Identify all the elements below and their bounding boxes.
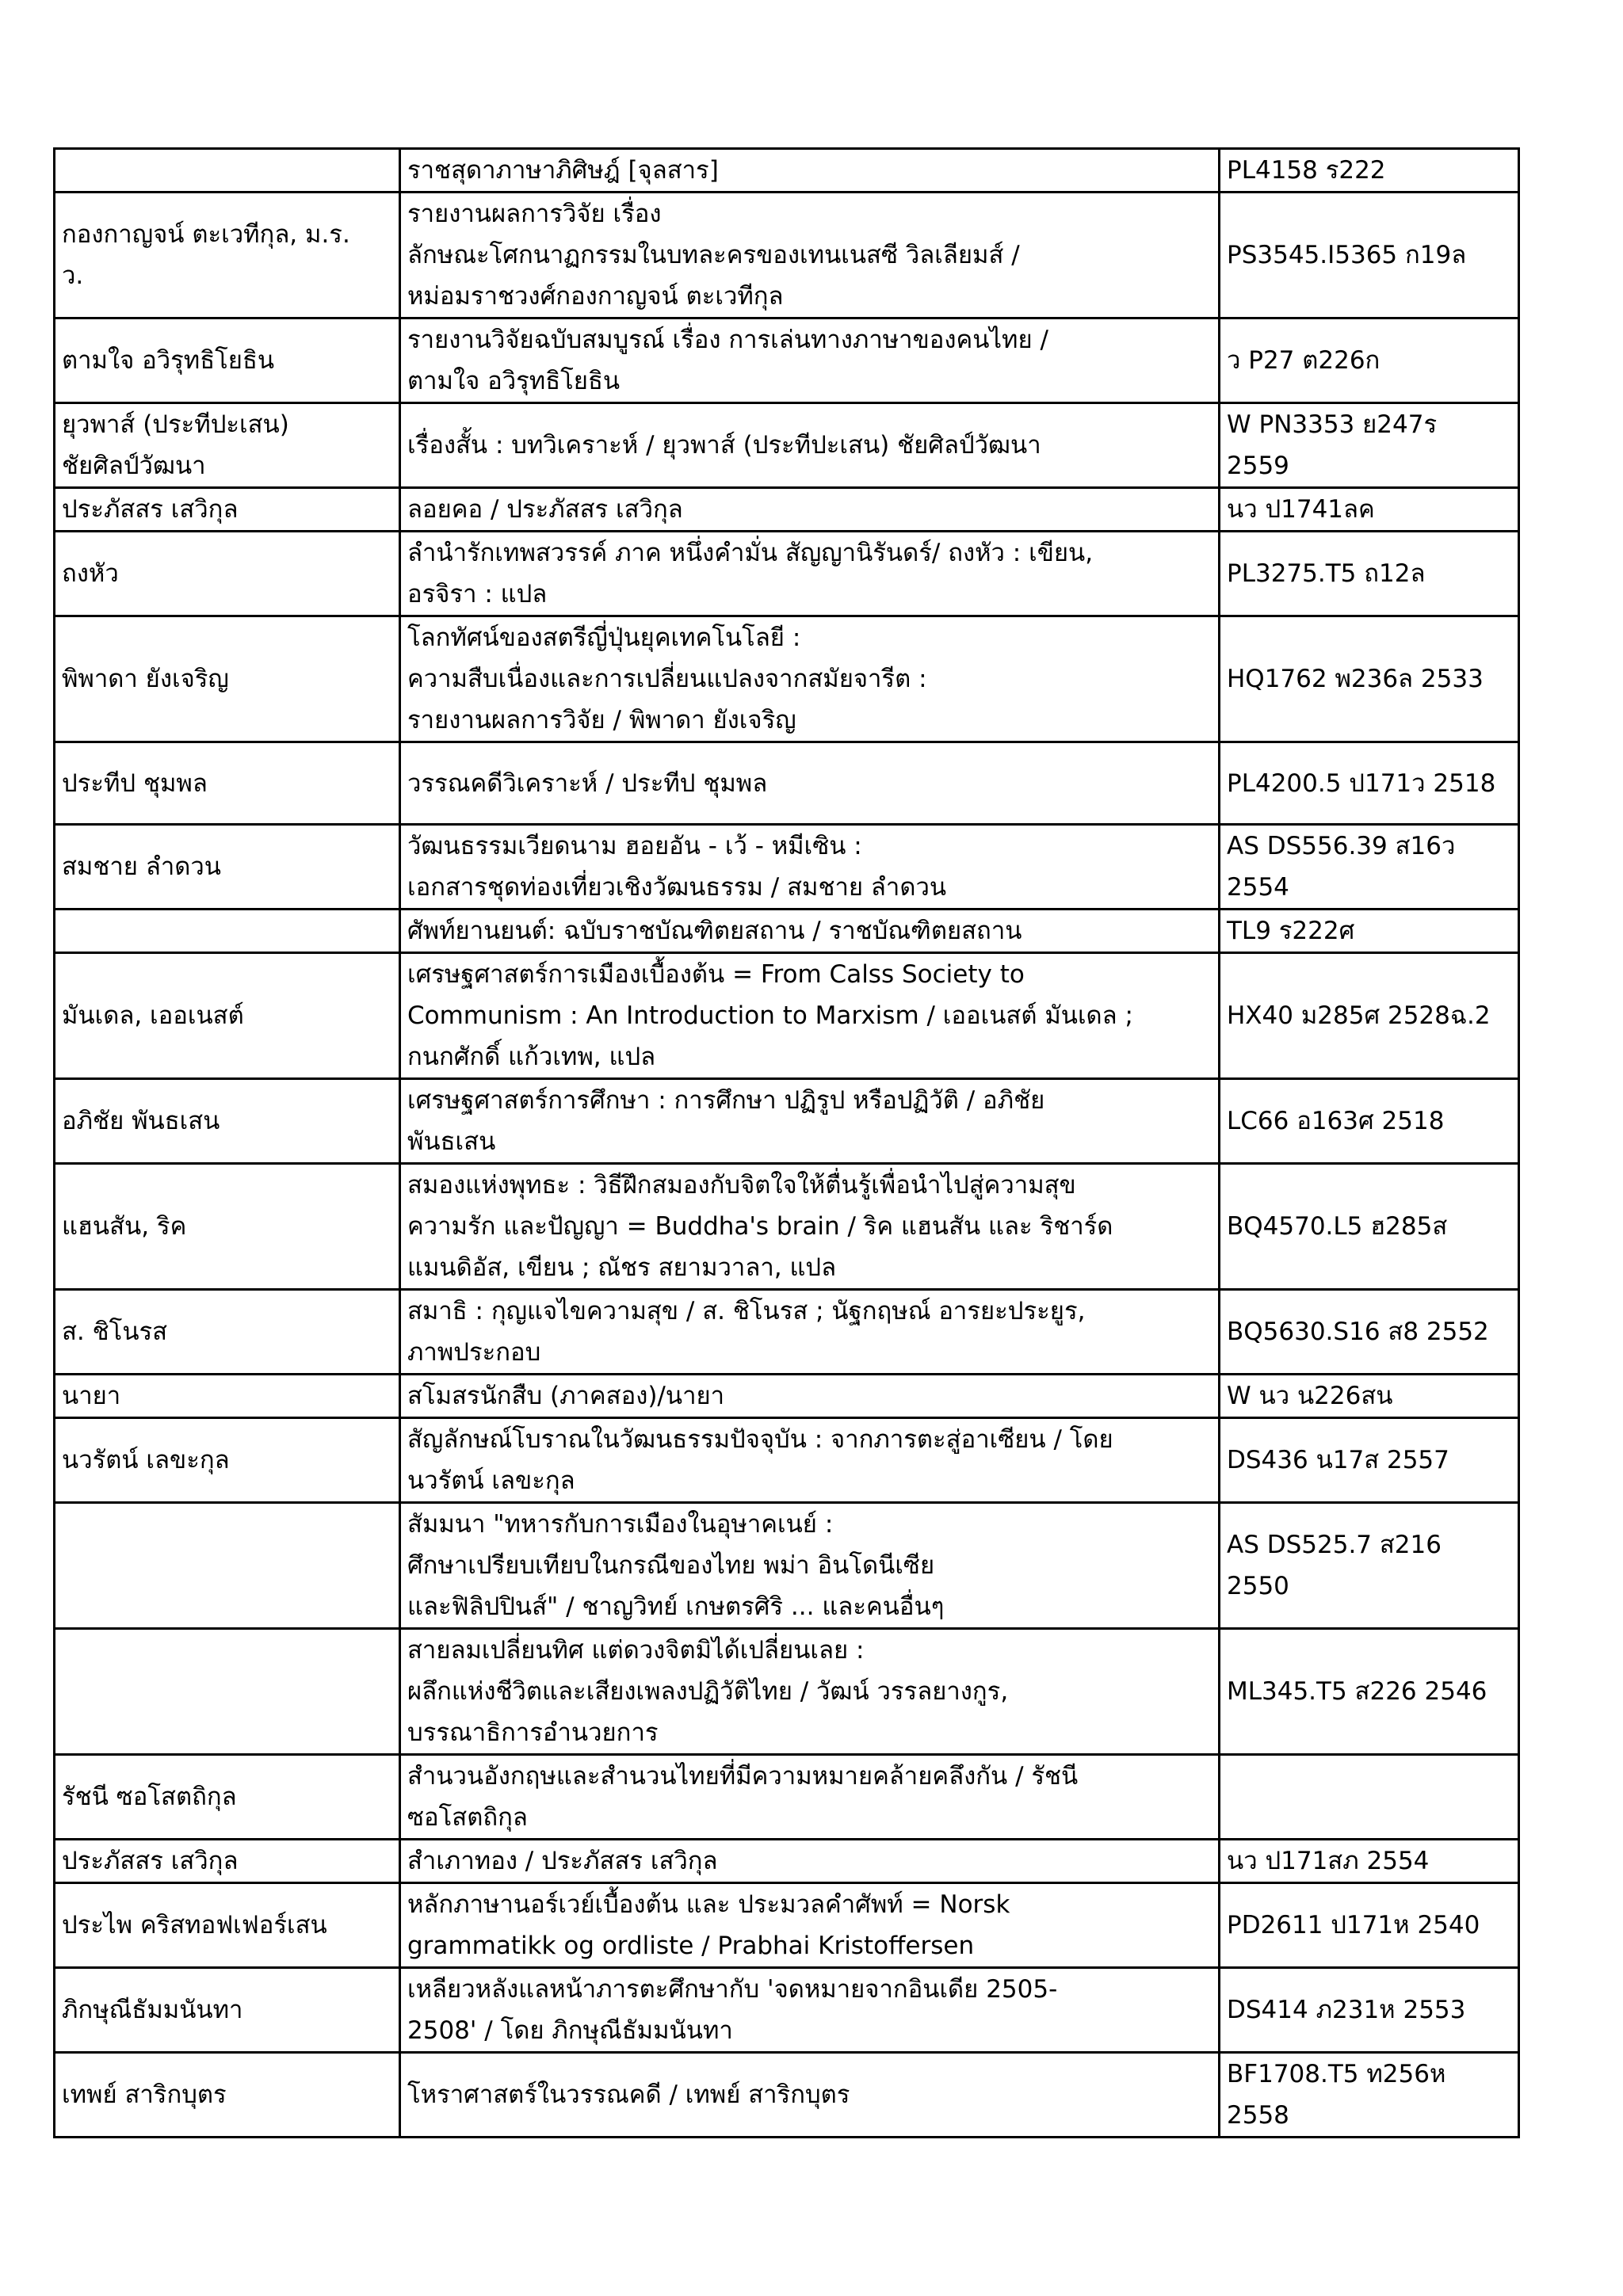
call-number-cell: BQ5630.S16 ส8 2552: [1220, 1290, 1519, 1375]
title-cell: รายงานผลการวิจัย เรื่อง ลักษณะโศกนาฏกรรมในบทละครของเทนเนสซี วิลเลียมส์ / หม่อมราชวงศ์กองกาญจน์ ตะเวทีกุล: [400, 193, 1220, 318]
table-row: [55, 616, 1519, 742]
table-row: [55, 1840, 1519, 1883]
table-row: [55, 1290, 1519, 1375]
author-cell: เทพย์ สาริกบุตร: [55, 2053, 400, 2138]
call-number-cell: AS DS525.7 ส216 2550: [1220, 1503, 1519, 1629]
title-cell: โหราศาสตร์ในวรรณคดี / เทพย์ สาริกบุตร: [400, 2053, 1220, 2138]
call-number-cell: HX40 ม285ศ 2528ฉ.2: [1220, 953, 1519, 1079]
call-number-cell: ML345.T5 ส226 2546: [1220, 1629, 1519, 1755]
call-number-cell: HQ1762 พ236ล 2533: [1220, 616, 1519, 742]
catalog-table: [53, 147, 1520, 2138]
title-cell: เศรษฐศาสตร์การเมืองเบื้องต้น = From Calss Society to Communism : An Introduction to Marxism / เออเนสต์ มันเดล ; กนกศักดิ์ แก้วเทพ, แปล: [400, 953, 1220, 1079]
title-cell: วรรณคดีวิเคราะห์ / ประทีป ชุมพล: [400, 742, 1220, 825]
title-cell: สัญลักษณ์โบราณในวัฒนธรรมปัจจุบัน : จากภารตะสู่อาเซียน / โดย นวรัตน์ เลขะกุล: [400, 1418, 1220, 1503]
call-number-cell: PL4158 ร222: [1220, 149, 1519, 193]
call-number-cell: PL4200.5 ป171ว 2518: [1220, 742, 1519, 825]
title-cell: ศัพท์ยานยนต์: ฉบับราชบัณฑิตยสถาน / ราชบัณฑิตยสถาน: [400, 910, 1220, 953]
table-row: [55, 1629, 1519, 1755]
author-cell: มันเดล, เออเนสต์: [55, 953, 400, 1079]
title-cell: โลกทัศน์ของสตรีญี่ปุ่นยุคเทคโนโลยี : ความสืบเนื่องและการเปลี่ยนแปลงจากสมัยจารีต : รายงานผลการวิจัย / พิพาดา ยังเจริญ: [400, 616, 1220, 742]
table-row: [55, 1375, 1519, 1418]
title-cell: รายงานวิจัยฉบับสมบูรณ์ เรื่อง การเล่นทางภาษาของคนไทย / ตามใจ อวิรุทธิโยธิน: [400, 318, 1220, 403]
call-number-cell: PS3545.I5365 ก19ล: [1220, 193, 1519, 318]
table-row: [55, 953, 1519, 1079]
call-number-cell: W นว น226สน: [1220, 1375, 1519, 1418]
call-number-cell: [1220, 1755, 1519, 1840]
title-cell: สมาธิ : กุญแจไขความสุข / ส. ชิโนรส ; นัฐกฤษณ์ อารยะประยูร, ภาพประกอบ: [400, 1290, 1220, 1375]
author-cell: ประทีป ชุมพล: [55, 742, 400, 825]
table-row: [55, 910, 1519, 953]
table-row: [55, 1503, 1519, 1629]
author-cell: [55, 910, 400, 953]
table-row: [55, 193, 1519, 318]
title-cell: เศรษฐศาสตร์การศึกษา : การศึกษา ปฏิรูป หรือปฏิวัติ / อภิชัย พันธเสน: [400, 1079, 1220, 1164]
table-row: [55, 1079, 1519, 1164]
author-cell: ยุวพาส์ (ประทีปะเสน) ชัยศิลป์วัฒนา: [55, 403, 400, 488]
author-cell: ประภัสสร เสวิกุล: [55, 488, 400, 532]
title-cell: เหลียวหลังแลหน้าภารตะศึกษากับ 'จดหมายจากอินเดีย 2505- 2508' / โดย ภิกษุณีธัมมนันทา: [400, 1968, 1220, 2053]
table-row: [55, 1418, 1519, 1503]
table-row: [55, 1883, 1519, 1968]
table-row: [55, 2053, 1519, 2138]
author-cell: ประภัสสร เสวิกุล: [55, 1840, 400, 1883]
table-row: [55, 1968, 1519, 2053]
title-cell: สำเภาทอง / ประภัสสร เสวิกุล: [400, 1840, 1220, 1883]
title-cell: สมองแห่งพุทธะ : วิธีฝึกสมองกับจิตใจให้ตื่นรู้เพื่อนำไปสู่ความสุข ความรัก และปัญญา = Buddha's brain / ริค แฮนสัน และ ริชาร์ด แมนดิอัส, เขียน ; ณัชร สยามวาลา, แปล: [400, 1164, 1220, 1290]
title-cell: หลักภาษานอร์เวย์เบื้องต้น และ ประมวลคำศัพท์ = Norsk grammatikk og ordliste / Prabhai Kristoffersen: [400, 1883, 1220, 1968]
call-number-cell: BF1708.T5 ท256ห 2558: [1220, 2053, 1519, 2138]
title-cell: เรื่องสั้น : บทวิเคราะห์ / ยุวพาส์ (ประทีปะเสน) ชัยศิลป์วัฒนา: [400, 403, 1220, 488]
title-cell: สำนวนอังกฤษและสำนวนไทยที่มีความหมายคล้ายคลึงกัน / รัชนี ซอโสตถิกุล: [400, 1755, 1220, 1840]
call-number-cell: ว P27 ต226ก: [1220, 318, 1519, 403]
table-row: [55, 742, 1519, 825]
author-cell: [55, 149, 400, 193]
author-cell: ภิกษุณีธัมมนันทา: [55, 1968, 400, 2053]
call-number-cell: PD2611 ป171ห 2540: [1220, 1883, 1519, 1968]
call-number-cell: DS414 ภ231ห 2553: [1220, 1968, 1519, 2053]
author-cell: พิพาดา ยังเจริญ: [55, 616, 400, 742]
title-cell: สัมมนา "ทหารกับการเมืองในอุษาคเนย์ : ศึกษาเปรียบเทียบในกรณีของไทย พม่า อินโดนีเซีย และฟิลิปปินส์" / ชาญวิทย์ เกษตรศิริ ... และคนอื่นๆ: [400, 1503, 1220, 1629]
call-number-cell: PL3275.T5 ถ12ล: [1220, 532, 1519, 616]
author-cell: กองกาญจน์ ตะเวทีกุล, ม.ร. ว.: [55, 193, 400, 318]
table-row: [55, 149, 1519, 193]
author-cell: ตามใจ อวิรุทธิโยธิน: [55, 318, 400, 403]
author-cell: [55, 1503, 400, 1629]
call-number-cell: TL9 ร222ศ: [1220, 910, 1519, 953]
author-cell: ส. ชิโนรส: [55, 1290, 400, 1375]
title-cell: ลำนำรักเทพสวรรค์ ภาค หนึ่งคำมั่น สัญญานิรันดร์/ ถงหัว : เขียน, อรจิรา : แปล: [400, 532, 1220, 616]
author-cell: นวรัตน์ เลขะกุล: [55, 1418, 400, 1503]
call-number-cell: LC66 อ163ศ 2518: [1220, 1079, 1519, 1164]
author-cell: สมชาย ลำดวน: [55, 825, 400, 910]
table-row: [55, 318, 1519, 403]
table-row: [55, 488, 1519, 532]
author-cell: ถงหัว: [55, 532, 400, 616]
call-number-cell: นว ป1741ลค: [1220, 488, 1519, 532]
call-number-cell: นว ป171สภ 2554: [1220, 1840, 1519, 1883]
table-row: [55, 825, 1519, 910]
call-number-cell: AS DS556.39 ส16ว 2554: [1220, 825, 1519, 910]
call-number-cell: BQ4570.L5 ฮ285ส: [1220, 1164, 1519, 1290]
call-number-cell: W PN3353 ย247ร 2559: [1220, 403, 1519, 488]
title-cell: สายลมเปลี่ยนทิศ แต่ดวงจิตมิได้เปลี่ยนเลย : ผลึกแห่งชีวิตและเสียงเพลงปฏิวัติไทย / วัฒน์ วรรลยางกูร, บรรณาธิการอำนวยการ: [400, 1629, 1220, 1755]
table-row: [55, 403, 1519, 488]
author-cell: ประไพ คริสทอฟเฟอร์เสน: [55, 1883, 400, 1968]
catalog-table-body: [55, 149, 1519, 2138]
author-cell: รัชนี ซอโสตถิกุล: [55, 1755, 400, 1840]
table-row: [55, 1164, 1519, 1290]
table-row: [55, 532, 1519, 616]
table-row: [55, 1755, 1519, 1840]
call-number-cell: DS436 น17ส 2557: [1220, 1418, 1519, 1503]
title-cell: ราชสุดาภาษาภิศิษฎ์ [จุลสาร]: [400, 149, 1220, 193]
title-cell: สโมสรนักสืบ (ภาคสอง)/นายา: [400, 1375, 1220, 1418]
title-cell: ลอยคอ / ประภัสสร เสวิกุล: [400, 488, 1220, 532]
author-cell: แฮนสัน, ริค: [55, 1164, 400, 1290]
author-cell: อภิชัย พันธเสน: [55, 1079, 400, 1164]
author-cell: [55, 1629, 400, 1755]
title-cell: วัฒนธรรมเวียดนาม ฮอยอัน - เว้ - หมีเซิน : เอกสารชุดท่องเที่ยวเชิงวัฒนธรรม / สมชาย ลำดวน: [400, 825, 1220, 910]
author-cell: นายา: [55, 1375, 400, 1418]
